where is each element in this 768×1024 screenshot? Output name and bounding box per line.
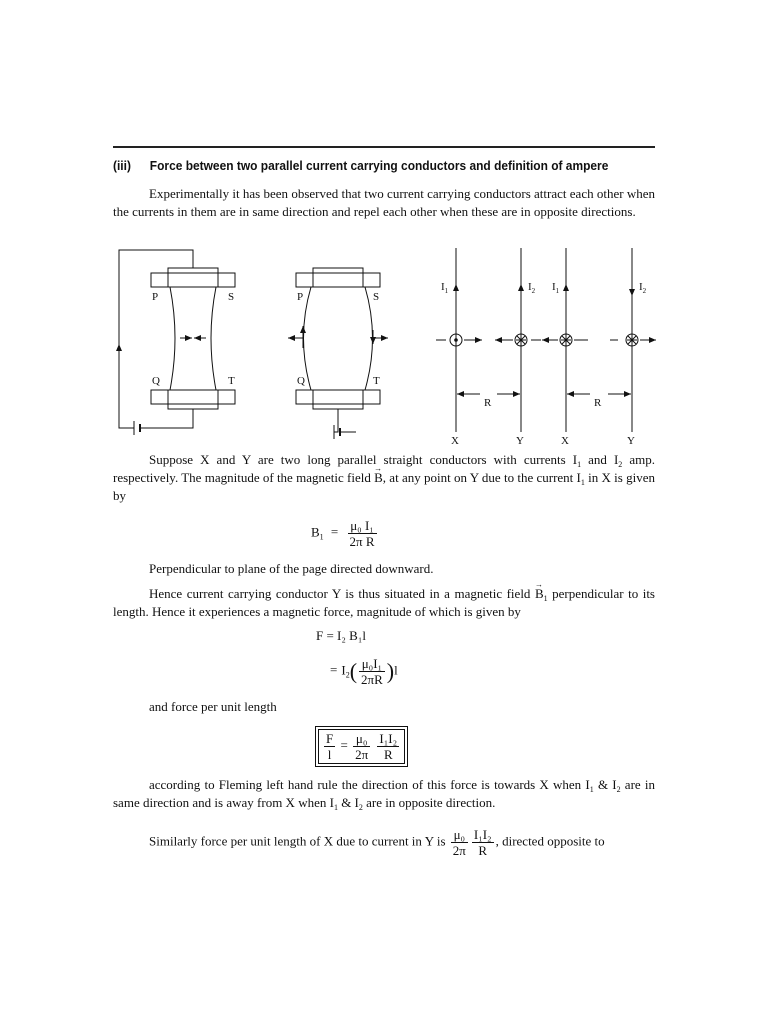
vector-b1: → B xyxy=(535,585,544,603)
equation-f-expanded: = $I_2$( $\frac{\text{μ₀I₁}}{2\pi R}$ )l xyxy=(330,656,398,687)
boxed-equation: $\frac{F}{l}$ = $\frac{\text{μ₀}}{2\pi}$ $\frac{\text{I₁I₂}}{R}$ xyxy=(315,726,408,767)
label-i1-pair2: $I_1$ xyxy=(552,281,560,295)
paragraph-experiment: Experimentally it has been observed that two current carrying conductors attract each other when the currents in them are in same direction and repel each other when these are in opposite directions. xyxy=(113,186,655,219)
label-x-pair2: X xyxy=(561,435,569,447)
label-s-left: S xyxy=(228,291,235,303)
section-heading xyxy=(113,158,614,173)
section-number: (iii) xyxy=(113,158,131,173)
label-p-left: P xyxy=(152,291,159,303)
label-i2-pair2: $I_2$ xyxy=(639,281,647,295)
section-title: Force between two parallel current carrying conductors and definition of ampere xyxy=(149,158,609,173)
line-perpendicular: Perpendicular to plane of the page directed downward. xyxy=(149,561,434,576)
label-i1-pair1: $I_1$ xyxy=(441,281,449,295)
conductors-figure xyxy=(110,244,670,450)
equation-f: F = I₂ B₁l xyxy=(316,628,366,643)
paragraph-fleming: according to Fleming left hand rule the direction of this force is towards X when $I_1$ & $I_2$ are in same direction and is away from X when $I_1$ & $I_2$ are in opposite direction. xyxy=(113,777,655,812)
label-p-right: P xyxy=(297,291,304,303)
label-i2-pair1: $I_2$ xyxy=(528,281,536,295)
label-t-left: T xyxy=(228,375,235,387)
label-q-right: Q xyxy=(297,375,305,387)
label-r-pair1: R xyxy=(484,397,492,409)
equation-b1: $B_1$ = $\frac{\text{μ₀ I₁}}{\text{2π R}}$ xyxy=(311,518,375,549)
paragraph-hence: Hence current carrying conductor Y is thus situated in a magnetic field → $B_1$ perpendicular to its length. Hence it experiences a magnetic force, magnitude of which is given by xyxy=(113,585,655,621)
label-s-right: S xyxy=(373,291,380,303)
paragraph-similarly: Similarly force per unit length of X due to current in Y is $\frac{\text{μ₀}}{2\pi}$ $\frac{\text{I₁I₂}}{R}$ , directed opposite to xyxy=(149,827,605,858)
header-rule xyxy=(113,146,655,148)
label-x-pair1: X xyxy=(451,435,459,447)
label-r-pair2: R xyxy=(594,397,602,409)
label-q-left: Q xyxy=(152,375,160,387)
label-y-pair1: Y xyxy=(516,435,524,447)
label-y-pair2: Y xyxy=(627,435,635,447)
paragraph-suppose: Suppose X and Y are two long parallel straight conductors with currents $I_1$ and $I_2$ amp. respectively. The magnitude of the magnetic field → B, at any point on Y due to the current $I_1$ in X is given by xyxy=(113,451,655,505)
vector-b: → B xyxy=(374,469,383,487)
line-force-per-length: and force per unit length xyxy=(149,699,277,714)
label-t-right: T xyxy=(373,375,380,387)
